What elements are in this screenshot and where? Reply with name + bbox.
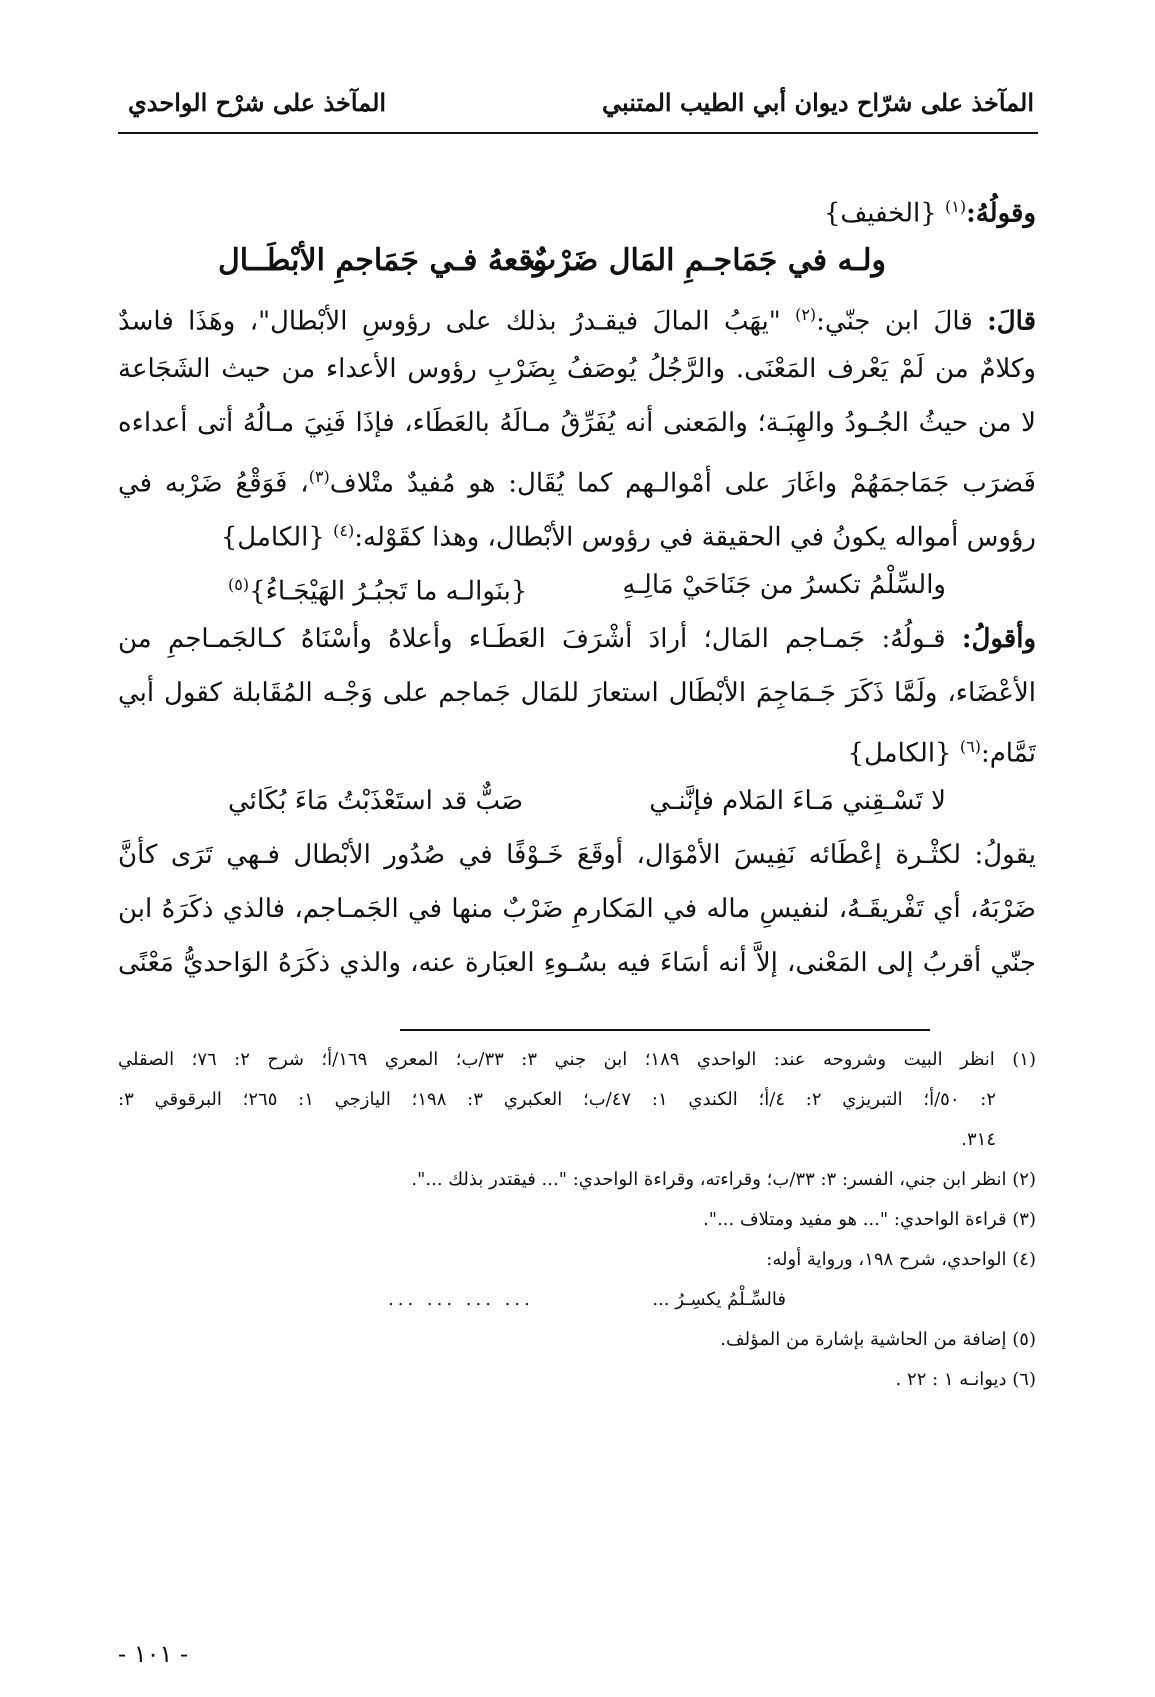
footnote-ref: (٥) [228,575,250,594]
footnote-ref: (٤) [333,521,355,540]
footnote-line: (٣) قراءة الواحدي: "... هو مفيد ومتلاف ...". [703,1209,1036,1230]
book-title: المآخذ على شرّاح ديوان أبي الطيب المتنبي [602,88,1034,117]
footnote-line: (٤) الواحدي، شرح ١٩٨، ورواية أوله: [766,1249,1036,1270]
paragraph-line: لا من حيثُ الجُـودُ والهِبَـة؛ والمَعنى أنه يُفَرِّقُ مـالَهُ بالعَطَاء، فإذَا فَنِيَ مـالُهُ أتى أعداءه [118,408,1036,438]
paragraph-line [118,450,1036,504]
footnote-ref: (٣) [308,467,330,486]
header-divider [118,132,1038,134]
verse-hemistich-first: ولـه في جَمَاجـمِ المَال ضَرْبٌ [528,243,886,278]
footnote-ref: (٦) [959,737,981,756]
paragraph-line: جنّي أقربُ إلى المَعْنى، إلاَّ أنه أسَاءَ فيه بسُـوءِ العبَارة عنه، والذي ذكَرَهُ الوَاحديُّ مَعْنًى [118,948,1036,978]
paragraph-text: "يهَبُ المالَ فيقـدرُ بذلك على رؤوسِ الأبْطال"، وهَذَا فاسدٌ [118,306,781,337]
verse-2 [118,558,1036,612]
paragraph-text: تَمَّام: [980,738,1036,769]
meter-label: {الخفيف} [823,198,937,229]
paragraph-line: ضَرْبَهُ، أي تَفْريقَـهُ، لنفيسِ ماله في المَكارمِ ضَرْبٌ منها في الجَمـاجم، فالذي ذكَرَهُ ابن [118,894,1036,924]
footnote-verse [118,1280,1036,1320]
paragraph-line [118,720,1036,774]
paragraph-line: يقولُ: لكثْـرة إعْطَائه نَفِيسَ الأمْوَال، أوقَعَ خَـوْفًا في صُدُور الأبْطال فـهي تَرَى كأنَّ [118,840,1036,870]
running-header [128,88,1034,126]
meter-label: {الكامل} [847,738,952,769]
paragraph-text: ، فَوَقْعُ ضَرْبه في [118,468,309,499]
footnote-line: (٥) إضافة من الحاشية بإشارة من المؤلف. [720,1329,1036,1350]
footnote-line: ٣١٤. [961,1129,996,1150]
paragraph-line: الأعْضَاء، ولَمَّا ذَكَرَ جَـمَاجِمَ الأبْطَال استعارَ للمَال جَماجم على وَجْـه المُقَابلة كقول أبي [118,678,1036,708]
intro-label: وقولُهُ: [966,198,1036,229]
paragraph-text: قـولُهُ: جَمـاجم المَال؛ أرادَ أشْرَفَ العَطَـاء وأعلاهُ وأسْنَاهُ كـالجَمـاجمِ من [118,624,946,654]
verse-hemistich-first: لا تَسْـقِني مَـاءَ المَلام فإنَّنـي [649,786,946,816]
paragraph-text: فَضرَب جَمَاجمَهُمْ واغَارَ على أمْوالـهم كما يُقَال: هو مُفيدٌ متْلاف [329,468,1036,499]
footnote-ref: (٢) [795,305,817,324]
footnote-divider [400,1029,930,1031]
paragraph-line [118,504,1036,558]
footnotes [118,1040,1036,1400]
verse-hemistich-first: والسِّلْمُ تكسرُ من جَنَاحَيْ مَالِـهِ [622,570,946,600]
main-text [118,180,1036,990]
verse-hemistich-second: ... ... ... ... [388,1289,534,1310]
chapter-title: المآخذ على شرْح الواحدي [128,88,387,117]
verse-3 [118,774,1036,828]
paragraph-text: قالَ ابن جنّي: [816,306,973,337]
footnote-line: (٢) انظر ابن جني، الفسر: ٣: ٣٣/ب؛ وقراءته، وقراءة الواحدي: "... فيقتدر بذلك ...". [411,1169,1036,1190]
meter-label: {الكامل} [220,522,325,553]
verse-hemistich-first: فالسِّـلْمُ يكسِـرُ ... [652,1289,786,1310]
verse-hemistich-second: صَبٌّ قد استَعْذَبْتُ مَاءَ بُكَائي [228,786,524,816]
footnote-ref: (١) [945,197,967,216]
verse-1 [118,234,1036,288]
verse-hemistich-second [228,558,527,619]
page-number: - ١٠١ - [118,1640,189,1668]
verse-hemistich-second: وقعهُ فـي جَمَاجمِ الأبْطَــال [218,243,548,278]
footnote-line: (١) انظر البيت وشروحه عند: الواحدي ١٨٩؛ ابن جني ٣: ٣٣/ب؛ المعري ١٦٩/أ؛ شرح ٢: ٧٦؛ الصقلي [118,1049,1036,1070]
paragraph-label: وأقولُ: [961,624,1036,654]
paragraph-line [118,612,1036,666]
intro-line [118,180,1036,234]
paragraph-line [118,288,1036,342]
verse-text: {بنَوالـه ما تَجبُـرُ الهَيْجَـاءُ} [249,576,528,607]
footnote-line: (٦) ديوانـه ١ : ٢٢ . [895,1369,1036,1390]
paragraph-text: رؤوس أمواله يكونُ في الحقيقة في رؤوس الأبْطال، وهذا كقَوْله: [354,522,1036,553]
paragraph-label: قالَ: [987,306,1036,337]
footnote-line: ٢: ٥٠/أ؛ التبريزي ٢: ٤/أ؛ الكندي ١: ٤٧/ب؛ العكبري ٣: ١٩٨؛ اليازجي ١: ٢٦٥؛ البرقوقي ٣: [118,1089,997,1110]
paragraph-line: وكلامٌ من لَمْ يَعْرف المَعْنَى. والرَّجُلُ يُوصَفُ بِضَرْبِ رؤوس الأعداء من حيث الشَجَاعة [118,354,1036,384]
